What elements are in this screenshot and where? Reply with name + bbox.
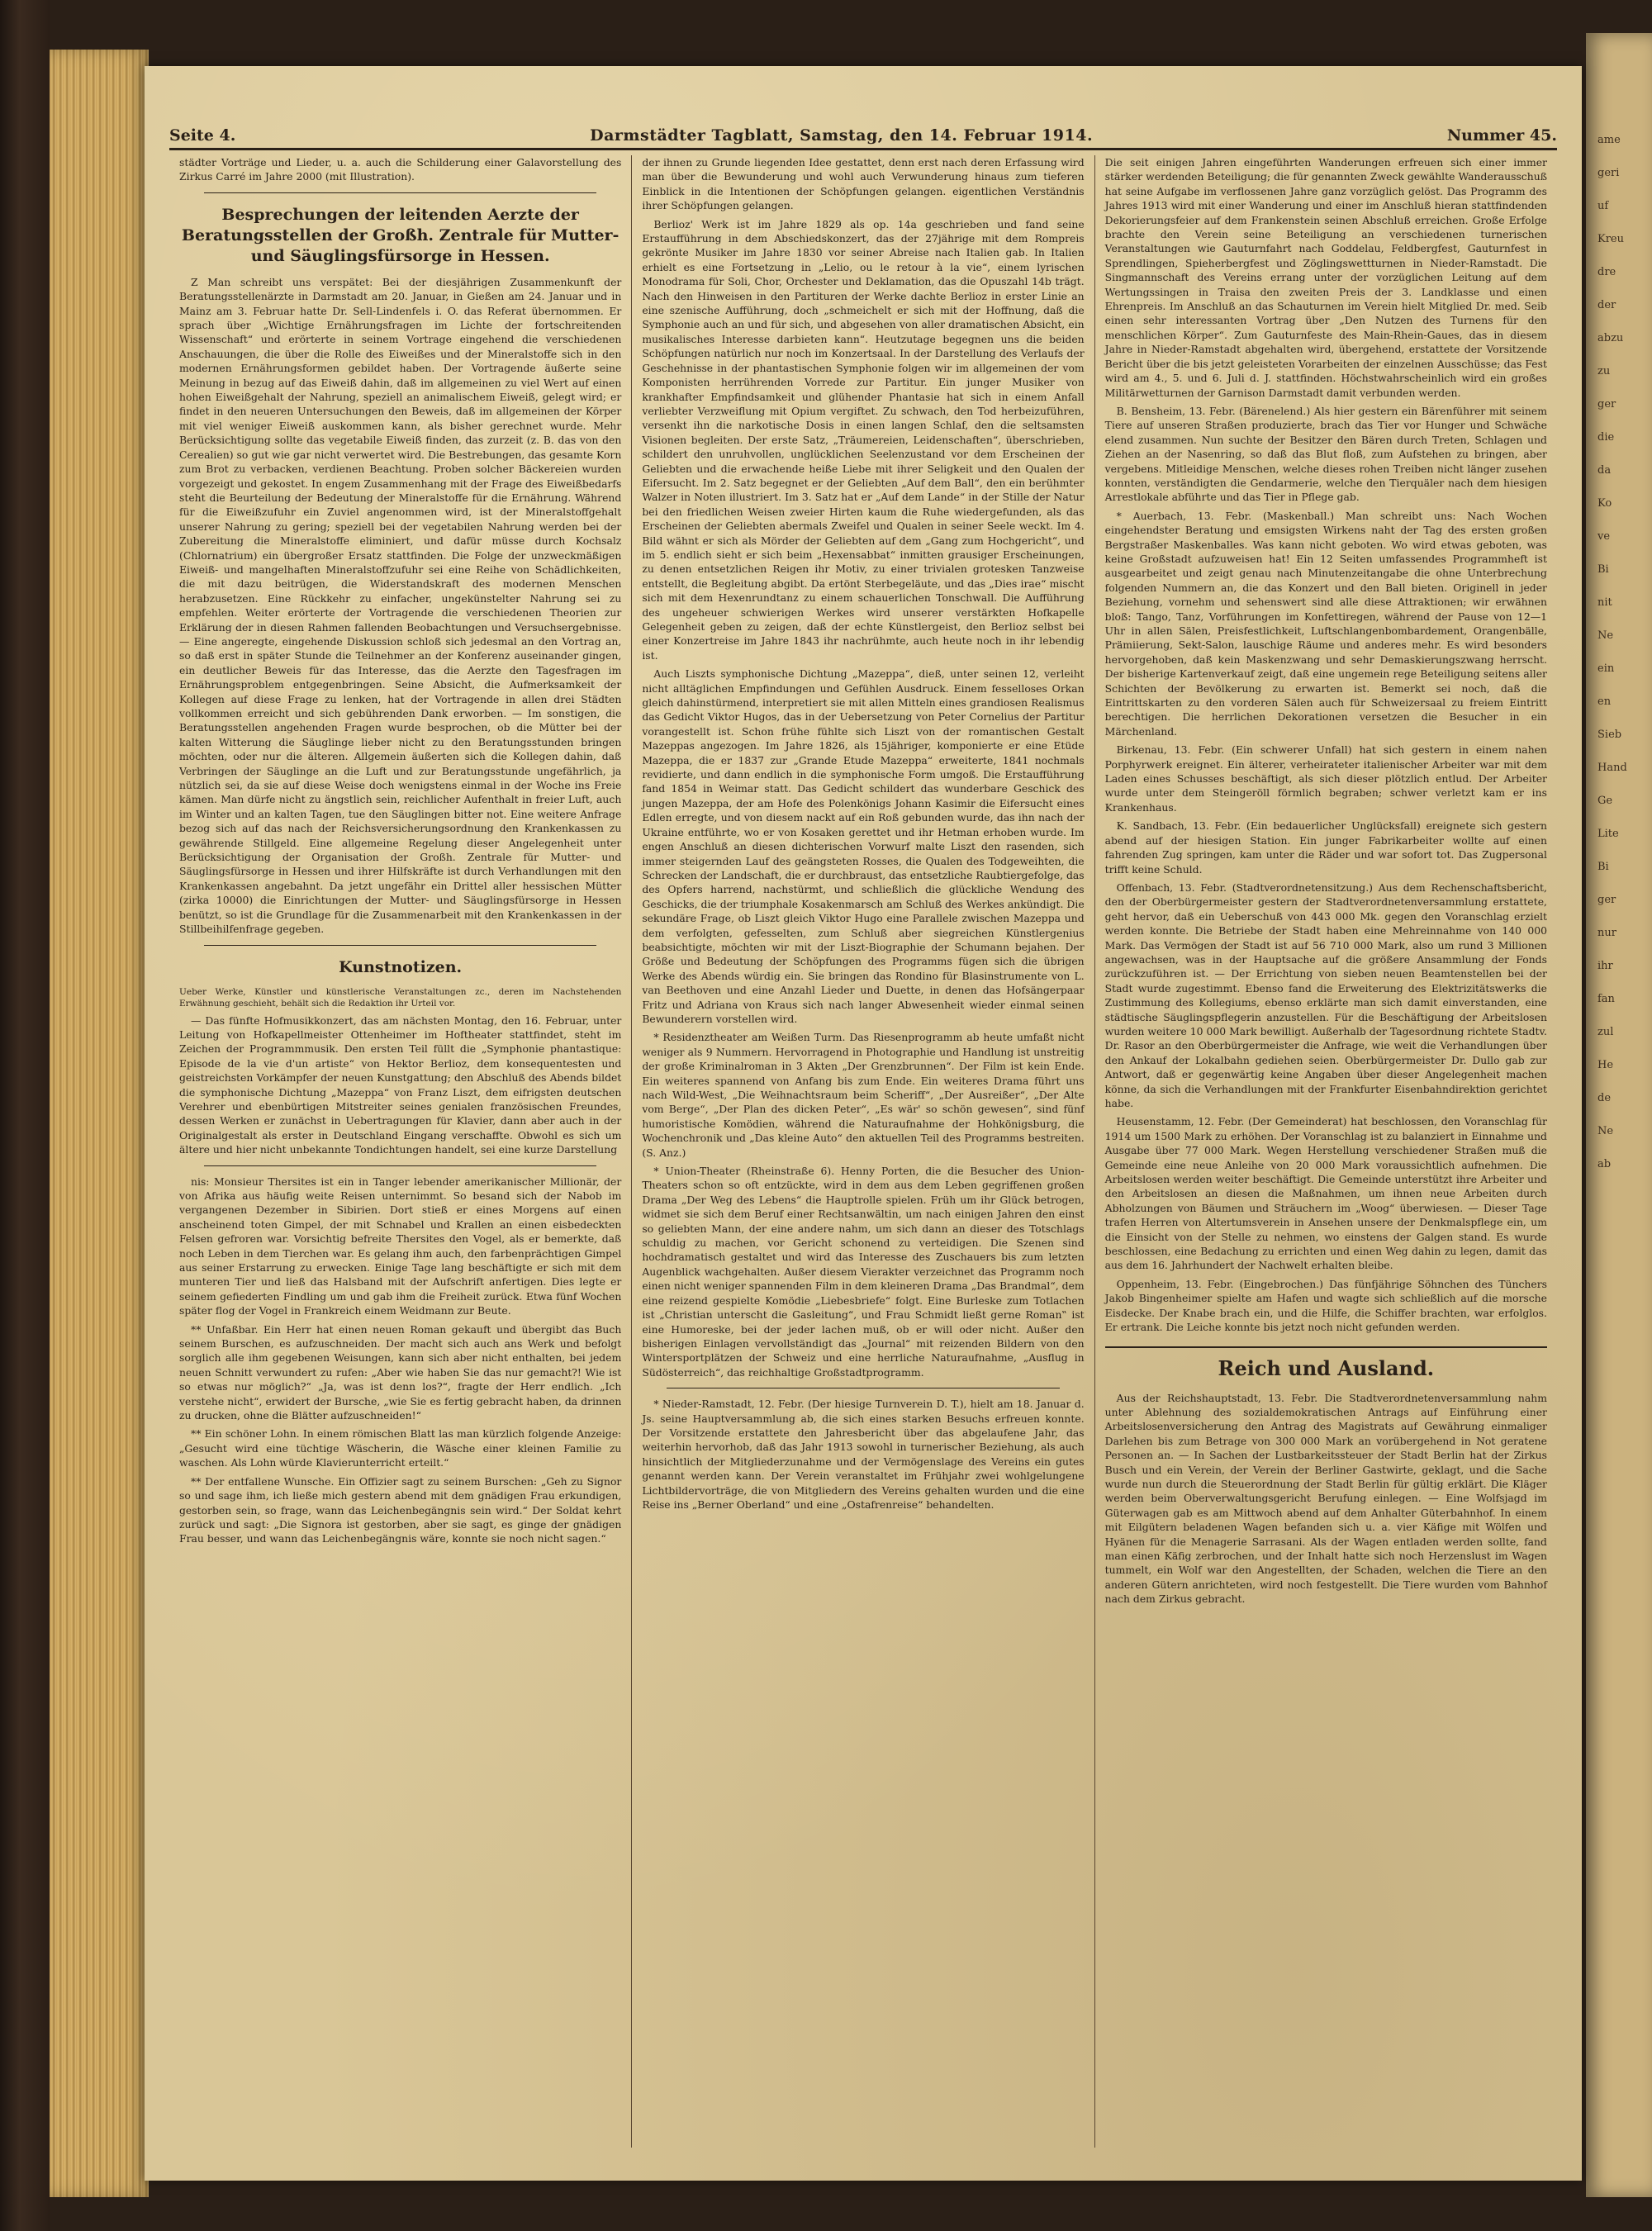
fragment-line: die: [1597, 431, 1615, 444]
article-paragraph: ** Ein schöner Lohn. In einem römischen Blatt las man kürzlich folgende Anzeige: „Gesucht wird eine tüchtige Wäscherin, die Wäsche einer kleinen Familie zu waschen. Als Lohn würde Klavierunterricht erteilt.“: [179, 1427, 622, 1469]
article-paragraph: Birkenau, 13. Febr. (Ein schwerer Unfall) hat sich gestern in einem nahen Porphyrwerk ereignet. Ein älterer, verheirateter italienischer Arbeiter war mit dem Laden eines Schusses beschäftigt, als sich dieser plötzlich entlud. Der Arbeiter wurde unter dem Steingeröll förmlich begraben; schwer verletzt kam er ins Krankenhaus.: [1104, 743, 1547, 814]
page-header: [169, 112, 1557, 150]
article-heading: Besprechungen der leitenden Aerzte der Beratungsstellen der Großh. Zentrale für Mutter- und Säuglingsfürsorge in Hessen.: [181, 205, 620, 265]
article-paragraph: * Residenztheater am Weißen Turm. Das Riesenprogramm ab heute umfaßt nicht weniger als 9 Nummern. Hervorragend in Photographie und Handlung ist unstreitig der große Kriminalroman in 3 Akten „Der Grenzbrunnen“. Der Film ist kein Ende. Ein weiteres spannend von Anfang bis zum Ende. Ein weiteres Drama führt uns nach Wild-West, „Die Weihnachtsraum beim Scheriff“, „Der Ausreißer“, „Der Alte vom Berge“, „Der Plan des dicken Peter“, „Es wär' so schön gewesen“, sind fünf humoristische Komödien, während die Naturaufnahme der Hohkönigsburg, die Wochenchronik und „Das kleine Auto“ den aktuellen Teil des Programms bestreiten. (S. Anz.): [642, 1031, 1085, 1159]
fragment-line: ger: [1597, 894, 1616, 906]
article-paragraph: Auch Liszts symphonische Dichtung „Mazeppa“, dieß, unter seinen 12, verleiht nicht alltäglichen Empfindungen und Gefühlen Ausdruck. Einem fesselloses Orkan gleich dahinstürmend, interpretiert sie mit allen Mitteln eines grandiosen Realismus das Gedicht Viktor Hugos, das in der Uebersetzung von Peter Cornelius der Partitur vorangestellt ist. Schon frühe fühlte sich Liszt von der romantischen Gestalt Mazeppas angezogen. Im Jahre 1826, als 15jähriger, komponierte er eine Etüde Mazeppa, die er 1837 zur „Grande Etude Mazeppa“ erweiterte, 1841 nochmals revidierte, und dann endlich in die symphonische Form umgoß. Die Erstaufführung fand 1854 in Weimar statt. Das Gedicht schildert das wunderbare Geschick des jungen Mazeppa, der am Hofe des Polenkönigs Johann Kasimir die Eifersucht eines Edlen erregte, und von diesem nackt auf ein Roß gebunden wurde, das ihn nach der Ukraine entführte, wo er von Kosaken gerettet und ihr Hetman erhoben wurde. Im engen Anschluß an diesen dichterischen Vorwurf malte Liszt den rasenden, sich immer steigernden Lauf des geängsteten Rosses, die Qualen des Todgeweihten, die Schrecken der Landschaft, die er durchbraust, das entsetzliche Raubtiergefolge, das des Opfers harrend, nachstürmt, und schließlich die glückliche Wendung des Geschicks, die der triumphale Kosakenmarsch am Schluß des Werkes ankündigt. Die sekundäre Frage, ob Liszt gleich Viktor Hugo eine Parallele zwischen Mazeppa und dem verfolgten, gefesselten, zum Schluß aber siegreichen Künstlergenius beabsichtigte, möchten wir mit der Liszt-Biographie der Schumann bejahen. Der Größe und Bedeutung der Schöpfungen des Programms fügen sich die übrigen Werke des Abends würdig ein. Sie bringen das Rondino für Blasinstrumente von L. van Beethoven und eine Anzahl Lieder und Duette, in denen das Hofsängerpaar Fritz und Adriana von Kraus sich nach langer Abwesenheit wieder einmal seinen Bewunderern vorstellen wird.: [642, 667, 1085, 1025]
section-heading: Kunstnotizen.: [339, 957, 463, 976]
editorial-note: Ueber Werke, Künstler und künstlerische Veranstaltungen zc., deren im Nachstehenden Erwähnung geschieht, behält sich die Redaktion ihr Urteil vor.: [179, 986, 622, 1009]
lead-text: städter Vorträge und Lieder, u. a. auch die Schilderung einer Galavorstellung des Zirkus Carré im Jahre 2000 (mit Illustration).: [179, 156, 622, 183]
column-2: [632, 155, 1094, 2148]
fragment-line: nur: [1597, 927, 1616, 939]
fragment-line: nit: [1597, 596, 1612, 609]
column-1: [169, 155, 632, 2148]
fragment-line: ein: [1597, 662, 1615, 675]
article-paragraph: Oppenheim, 13. Febr. (Eingebrochen.) Das fünfjährige Söhnchen des Tünchers Jakob Bingenheimer spielte am Hafen und wagte sich schließlich auf die morsche Eisdecke. Der Knabe brach ein, und die Hilfe, die Schiffer brachten, war erfolglos. Er ertrank. Die Leiche konnte bis jetzt noch nicht gefunden werden.: [1104, 1277, 1547, 1334]
divider: [204, 945, 596, 946]
issue-number: Nummer 45.: [1446, 126, 1557, 145]
fragment-line: Ge: [1597, 795, 1613, 807]
article-columns: [169, 155, 1557, 2148]
article-paragraph: ** Der entfallene Wunsche. Ein Offizier sagt zu seinem Burschen: „Geh zu Signor so und sage ihm, ich ließe mich gestern abend mit dem gnädigen Frau erkundigen, gestorben sein, so frage, wann das Leichenbegängnis sein wird.“ Der Soldat kehrt zurück und sagt: „Die Signora ist gestorben, aber sie sagt, es ginge der gnädigen Frau besser, und wann das Leichenbegängnis wäre, konnte sie noch nicht sagen.“: [179, 1474, 622, 1545]
fragment-line: ger: [1597, 398, 1616, 411]
article-paragraph: * Auerbach, 13. Febr. (Maskenball.) Man schreibt uns: Nach Wochen eingehendster Beratung und emsigsten Wirkens naht der Tag des ersten großen Bergstraßer Maskenballes. Was kann nicht geboten. Wo wird etwas geboten, was keine Großstadt aufzuweisen hat! Ein 12 Seiten umfassendes Programmheft ist ausgearbeitet und zeigt genau nach Minutenzeitangabe die ohne Unterbrechung folgenden Nummern an, die das Konzert und den Ball bieten. Originell in jeder Beziehung, vornehm und sehenswert sind alle diese Attraktionen; wir erwähnen bloß: Tango, Tanz, Vorführungen im Konfettiregen, während der Pause von 12—1 Uhr in allen Sälen, Preisfestlichkeit, Luftschlangenbombardement, Orangenbälle, Prämiierung, Sekt-Salon, lauschige Räume und anderes mehr. Es wird besonders hervorgehoben, daß kein Maskenzwang und sehr Demaskierungszwang herrscht. Der bisherige Kartenverkauf zeigt, daß eine ungemein rege Beteiligung seitens aller Schichten der Bevölkerung zu erwarten ist. Bemerkt sei noch, daß die Eintrittskarten zu den vorderen Sälen auch für Schweizersaal zu freiem Eintritt berechtigen. Die herrlichen Dekorationen versetzen die Besucher in ein Märchenland.: [1104, 509, 1547, 738]
article-paragraph: * Nieder-Ramstadt, 12. Febr. (Der hiesige Turnverein D. T.), hielt am 18. Januar d. Js. seine Hauptversammlung ab, die sich eines starken Besuchs erfreuen konnte. Der Vorsitzende erstattete den Jahresbericht über das abgelaufene Jahr, das weiterhin hervorhob, daß das Jahr 1913 sowohl in turnerischer Beziehung, als auch hinsichtlich der Mitgliederzunahme und der Vermögenslage des Vereins ein gutes genannt werden kann. Der Verein veranstaltet im Frühjahr zwei wohlgelungene Lichtbildervorträge, die von Mitgliedern des Vereins gehalten wurden und die eine Reise ins „Berner Oberland“ und eine „Ostafrenreise“ behandelten.: [642, 1398, 1085, 1511]
article-paragraph: Offenbach, 13. Febr. (Stadtverordnetensitzung.) Aus dem Rechenschaftsbericht, den der Oberbürgermeister gestern der Stadtverordnetenversammlung erstattete, geht hervor, daß ein Ueberschuß von 443 000 Mk. gegen den Voranschlag erzielt werden konnte. Die Betriebe der Stadt haben eine Mehreinnahme von 140 000 Mark. Das Vermögen der Stadt ist auf 56 710 000 Mark, also um rund 3 Millionen angewachsen, was in der Hauptsache auf die größere Ansammlung der Fonds zurückzuführen ist. — Der Errichtung von sieben neuen Beamtenstellen bei der Stadt wurde zugestimmt. Ebenso fand die Erweiterung des Elektrizitätswerks die Zustimmung des Kollegiums, ebenso erklärte man sich damit einverstanden, eine städtische Säuglingspflegerin anzustellen. Für die Beschäftigung der Arbeitslosen wurden weitere 10 000 Mark bewilligt. Außerhalb der Tagesordnung richtete Stadtv. Dr. Rasor an den Oberbürgermeister die Anfrage, wie weit die Verhandlungen über den Ankauf der Lokalbahn gediehen seien. Oberbürgermeister Dr. Dullo gab zur Antwort, daß er gegenwärtig keine Angaben über dieser Angelegenheit machen könne, da sich die Verhandlungen mit der Frankfurter Eisenbahndirektion gerichtet habe.: [1104, 881, 1547, 1109]
page-edges: [50, 50, 149, 2197]
fragment-line: Bi: [1597, 861, 1609, 873]
article-paragraph: Heusenstamm, 12. Febr. (Der Gemeinderat) hat beschlossen, den Voranschlag für 1914 um 1500 Mark zu erhöhen. Der Voranschlag ist zu balanziert in Einnahme und Ausgabe über 77 000 Mark. Wegen Herstellung verschiedener Straßen muß die Gemeinde eine neue Anleihe von 20 000 Mark voraussichtlich aufnehmen. Die Arbeitslosen werden weiter beschäftigt. Die Gemeinde unterstützt ihre Arbeiter und den Arbeitslosen an diesen die Maßnahmen, um ihnen neue Arbeiten durch Abholzungen von Bäumen und Sträuchern im „Woog“ überwiesen. — Dieser Tage trafen Herren von Altertumsverein in Ansehen unsere der Denkmalspflege ein, um die Einsicht von der Stelle zu nehmen, wo einstens der Galgen stand. Es wurde beschlossen, eine Bedachung zu errichten und einen Weg dahin zu legen, damit das aus dem 16. Jahrhundert der Nachwelt erhalten bleibe.: [1104, 1115, 1547, 1272]
newspaper-title-date: Darmstädter Tagblatt, Samstag, den 14. Februar 1914.: [590, 126, 1094, 145]
fragment-line: Ko: [1597, 497, 1612, 510]
fragment-line: dre: [1597, 266, 1616, 278]
fragment-line: Kreu: [1597, 233, 1624, 245]
fragment-line: Lite: [1597, 828, 1619, 840]
fragment-line: Hand: [1597, 762, 1627, 774]
fragment-line: Ne: [1597, 1125, 1614, 1137]
fragment-line: Bi: [1597, 563, 1609, 576]
fragment-line: Ne: [1597, 629, 1614, 642]
column-3: [1095, 155, 1557, 2148]
fragment-line: de: [1597, 1092, 1612, 1104]
fragment-line: geri: [1597, 167, 1620, 179]
article-paragraph: Die seit einigen Jahren eingeführten Wanderungen erfreuen sich einer immer stärker werdenden Beteiligung; die für genannten Zweck gewählte Wanderausschuß hat seine Aufgabe im verflossenen Jahre ganz vorzüglich gelöst. Das Programm des Jahres 1913 wird mit einer Wanderung und einer im Anschluß hieran stattfindenden Dekorierungsfeier auf dem Frankenstein seinen Abschluß erreichen. Große Erfolge brachte den Verein seine Beteiligung an verschiedenen turnerischen Veranstaltungen wie Gauturnfahrt nach Goddelau, Feldbergfest, Gauturnfest in Sprendlingen, Spieherbergfest und Zöglingswettturnen in Nieder-Ramstadt. Die Singmannschaft des Vereins errang unter der vorzüglichen Leitung auf dem Wertungssingen in Traisa den zweiten Preis der 3. Landklasse und einen Ehrenpreis. Im Anschluß an das Schauturnen im Verein hielt Mitglied Dr. med. Seib einen sehr interessanten Vortrag über „Den Nutzen des Turnens für den menschlichen Körper“. Zum Gauturnfeste des Main-Rhein-Gaues, das in diesem Jahre in Nieder-Ramstadt abgehalten wird, übergehend, erstattete der Vorsitzende Bericht über die bis jetzt geleisteten Vorarbeiten der einzelnen Ausschüsse; das Fest wird am 4., 5. und 6. Juli d. J. stattfinden. Höchstwahrscheinlich wird ein großes Militärwetturnen der Garnison Darmstadt damit verbunden werden.: [1104, 156, 1547, 399]
article-paragraph: — Das fünfte Hofmusikkonzert, das am nächsten Montag, den 16. Februar, unter Leitung von Hofkapellmeister Ottenheimer im Hoftheater stattfindet, steht im Zeichen der Programmmusik. Den ersten Teil füllt die „Symphonie phantastique: Episode de la vie d'un artiste“ von Hektor Berlioz, dem konsequentesten und geistreichsten Vorkämpfer der neuen Kunstgattung; den Abschluß des Abends bildet die symphonische Dichtung „Mazeppa“ von Franz Liszt, dem eifrigsten deutschen Verehrer und ebenbürtigen Mitstreiter seines genialen französischen Freundes, dessen Werken er zunächst in Uebertragungen für Klavier, dann aber auch in der Originalgestalt als erster in Deutschland Eingang verschaffte. Obwohl es sich um ältere und hier nicht unbekannte Tondichtungen handelt, sei eine kurze Darstellung: [179, 1013, 622, 1156]
fragment-line: zu: [1597, 365, 1611, 377]
newspaper-page: [145, 66, 1582, 2181]
fragment-line: da: [1597, 464, 1612, 477]
article-paragraph: Z Man schreibt uns verspätet: Bei der diesjährigen Zusammenkunft der Beratungsstellenärzte in Darmstadt am 20. Januar, in Gießen am 24. Januar und in Mainz am 3. Februar hatte Dr. Sell-Lindenfels i. O. das Referat übernommen. Er sprach über „Wichtige Ernährungsfragen im Lichte der fortschreitenden Wissenschaft“ und erörterte in seinem Vortrage eingehend die verschiedenen Anschauungen, die über die Rolle des Eiweißes und der Mineralstoffe sich in den modernen Ernährungsformen gebildet haben. Der Vortragende äußerte seine Meinung in bezug auf das Eiweiß dahin, daß im allgemeinen zu viel Wert auf einen hohen Eiweißgehalt der Nahrung, speziell an animalischem Eiweiß, gelegt wird; er findet in den neueren Untersuchungen den Beweis, daß im allgemeinen der Körper mit viel weniger Eiweiß auskommen kann, als bisher gerechnet wurde. Mehr Berücksichtigung sollte das vegetabile Eiweiß finden, das zurzeit (z. B. das von den Cerealien) so gut wie gar nicht verwertet wird. Die Bestrebungen, das gesamte Korn zum Brot zu verbacken, verdienen Beachtung. Proben solcher Bäckereien wurden vorgezeigt und gekostet. In engem Zusammenhang mit der Frage des Eiweißbedarfs steht die Beurteilung der Bedeutung der Mineralstoffe für die Ernährung. Während für die Eiweißzufuhr ein Zuviel angenommen wird, ist der Mineralstoffgehalt unserer Nahrung zu gering; speziell bei der vegetabilen Nahrung werden bei der Zubereitung die Mineralstoffe eliminiert, und dafür müsse durch Kochsalz (Chlornatrium) ein übergroßer Ersatz stattfinden. Die Folge der unzweckmäßigen Eiweiß- und mangelhaften Mineralstoffzufuhr sei eine Reihe von Schädlichkeiten, die mit dazu beitrügen, die Widerstandskraft des modernen Menschen herabzusetzen. Eine Rückkehr zu einfacher, ungekünstelter Nahrung sei zu empfehlen. Weiter erörterte der Vortragende die verschiedenen Theorien zur Erklärung der in diesen Rahmen fallenden Beobachtungen und Versuchsergebnisse. — Eine angeregte, eingehende Diskussion schloß sich jedesmal an den Vortrag an, so daß erst in später Stunde die Teilnehmer an der Konferenz auseinander gingen, ein deutlicher Beweis für das Interesse, das die Aerzte den Tagesfragen im Ernährungsproblem entgegenbringen. Seine Absicht, die Aufmerksamkeit der Kollegen auf diese Frage zu lenken, hat der Vortragende in allen drei Städten vollkommen erreicht und sich gebührenden Dank erworben. — Im sonstigen, die Beratungsstellen angehenden Fragen wurde besprochen, ob die Mütter bei der kalten Witterung die Säuglinge lieber nicht zu den Beratungsstunden bringen möchten, oder nur die älteren. Allgemein äußerten sich die Kollegen dahin, daß Verbringen der Säuglinge an die Luft und zur Beratungsstunde ungefährlich, ja nützlich sei, da sie auf diese Weise doch wenigstens einmal in der Woche ins Freie kämen. Man dürfe nicht zu ängstlich sein, reichlicher Aufenthalt in freier Luft, auch im Winter und an kalten Tagen, tue den Säuglingen bitter not. Eine weitere Anfrage bezog sich auf das nach der Reichsversicherungsordnung den Krankenkassen zu gewährende Stillgeld. Eine allgemeine Regelung dieser Angelegenheit unter Berücksichtigung der Organisation der Großh. Zentrale für Mutter- und Säuglingsfürsorge in Hessen und ihrer Hilfskräfte ist durch Verhandlungen mit den Krankenkassen angebahnt. Da jetzt ungefähr ein Drittel aller hessischen Mütter (zirka 10000) die Einrichtungen der Mutter- und Säuglingsfürsorge in Hessen benützt, so ist die Grundlage für die Zusammenarbeit mit den Krankenkassen in der Stillbeihilfenfrage gegeben.: [179, 275, 622, 936]
fragment-line: ame: [1597, 134, 1621, 146]
article-paragraph: B. Bensheim, 13. Febr. (Bärenelend.) Als hier gestern ein Bärenführer mit seinem Tiere auf unseren Straßen produzierte, brach das Tier vor Hunger und Schwäche elend zusammen. Nun suchte der Besitzer den Bären durch Treten, Schlagen und Ziehen an der Nasenring, so daß das Blut floß, zum Aufstehen zu bringen, aber vergebens. Mitleidige Menschen, welche dieses rohen Treiben nicht länger zusehen konnten, verständigten die Gendarmerie, welche den Tierquäler nach dem hiesigen Arrestlokale abführte und das Tier in Pflege gab.: [1104, 404, 1547, 504]
article-paragraph: Aus der Reichshauptstadt, 13. Febr. Die Stadtverordnetenversammlung nahm unter Ablehnung des sozialdemokratischen Antrags auf Einführung einer Arbeitslosenversicherung den Antrag des Magistrats auf Gewährung einmaliger Darlehen bis zum Betrage von 300 000 Mark an vorübergehend in Not geratene Personen an. — In Sachen der Lustbarkeitssteuer der Stadt Berlin hat der Zirkus Busch und ein Verein, der Verein der Berliner Gastwirte, geklagt, und die Sache wurde nun durch die Steuerordnung der Stadt Berlin für gültig erklärt. Die Kläger werden beim Oberverwaltungsgericht Berufung einlegen. — Eine Wolfsjagd im Güterwagen gab es am Mittwoch abend auf dem Anhalter Güterbahnhof. In einem mit Eilgütern beladenen Wagen befanden sich u. a. vier Käfige mit Wölfen und Hyänen für die Menagerie Sarrasani. Als der Wagen entladen werden sollte, fand man einen Käfig zerbrochen, und der Inhalt hatte sich noch Herzenslust im Wagen tummelt, ein Wolf war den Angestellten, der Schaden, welchen die Tiere an den anderen Gütern anrichteten, wird noch festgestellt. Die Tiere wurden vom Bahnhof nach dem Zirkus gebracht.: [1104, 1391, 1547, 1606]
article-paragraph: K. Sandbach, 13. Febr. (Ein bedauerlicher Unglücksfall) ereignete sich gestern abend auf der hiesigen Station. Ein junger Fabrikarbeiter wollte auf einen fahrenden Zug springen, kam unter die Räder und war sofort tot. Das Zugpersonal trifft keine Schuld.: [1104, 819, 1547, 876]
article-paragraph: * Union-Theater (Rheinstraße 6). Henny Porten, die die Besucher des Union-Theaters schon so oft entzückte, wird in dem aus dem Leben gegriffenen großen Drama „Der Weg des Lebens“ die Hauptrolle spielen. Früh um ihr Glück betrogen, widmet sie sich dem Beruf einer Rechtsanwältin, um nach einigen Jahren den einst so geliebten Mann, der eine andere nahm, um sich dann an dieser des Totschlags schuldig zu machen, vor Gericht schonend zu verteidigen. Die Szenen sind hochdramatisch gestaltet und wird das Interesse des Zuschauers bis zum letzten Augenblick wachgehalten. Außer diesem Vierakter verzeichnet das Programm noch einen nicht weniger spannenden Film in dem kleineren Drama „Das Brandmal“, dem eine reizend gespielte Komödie „Liebesbriefe“ folgt. Eine Burleske zum Totlachen ist „Christian unterscht die Gasleitung“, und Frau Schmidt ließt gerne Roman‟ ist eine Humoreske, bei der jeder lachen muß, ob er will oder nicht. Außer den bisherigen Einlagen vervollständigt das „Journal“ mit reizenden Bildern von den Wintersportplätzen der Schweiz und eine herrliche Naturaufnahme, „Ausflug in Südösterreich“, das reichhaltige Großstadtprogramm.: [642, 1165, 1085, 1379]
fragment-line: ab: [1597, 1158, 1612, 1170]
fragment-line: uf: [1597, 200, 1609, 212]
fragment-line: abzu: [1597, 332, 1624, 344]
fragment-line: zul: [1597, 1026, 1614, 1038]
article-paragraph: ** Unfaßbar. Ein Herr hat einen neuen Roman gekauft und übergibt das Buch seinem Burschen, es aufzuschneiden. Der macht sich auch ans Werk und befolgt sorglich alle ihm gegebenen Weisungen, kann sich aber nicht enthalten, bei jedem neuen Schnitt verwundert zu rufen: „Aber wie haben Sie das nur gemacht?! Wie ist so etwas nur möglich?“ „Ja, was ist denn los?“, fragte der Herr endlich. „Ich verstehe nicht“, erwidert der Bursche, „wie Sie es fertig gebracht haben, da drinnen zu drucken, ohne die Blätter aufzuschneiden!“: [179, 1322, 622, 1422]
article-paragraph: der ihnen zu Grunde liegenden Idee gestattet, denn erst nach deren Erfassung wird man über die Bewunderung und wohl auch Verwunderung hinaus zum tieferen Einblick in die Intentionen der Schöpfungen gelangen. eigentlichen Verständnis ihrer Schöpfungen gelangen.: [642, 156, 1085, 212]
fragment-line: He: [1597, 1059, 1614, 1071]
book-spine: [0, 0, 50, 2231]
adjacent-page-fragment: [1586, 33, 1652, 2197]
section-heading: Reich und Ausland.: [1105, 1346, 1547, 1381]
fragment-line: ve: [1597, 530, 1611, 543]
fragment-line: der: [1597, 299, 1616, 311]
fragment-line: fan: [1597, 993, 1615, 1005]
divider: [204, 192, 596, 193]
article-paragraph: Berlioz' Werk ist im Jahre 1829 als op. 14a geschrieben und fand seine Erstaufführung in dem Abschiedskonzert, das der 27jährige mit dem Rompreis gekrönte Musiker im Jahre 1830 vor seiner Abreise nach Italien gab. In Italien erhielt es eine Fortsetzung in „Lelio, ou le retour à la vie“, einem lyrischen Monodrama für Soli, Chor, Orchester und Deklamation, das die Opuszahl 14b trägt. Nach den Hinweisen in den Partituren der Werke dachte Berlioz in erster Linie an eine szenische Aufführung, doch „schmeichelt er sich mit der Hoffnung, daß die Symphonie auch an und für sich, und abgesehen von aller dramatischen Absicht, ein musikalisches Interesse darbieten kann“. Heutzutage begegnen uns die beiden Schöpfungen natürlich nur noch im Konzertsaal. In der Darstellung des Verlaufs der Geschehnisse in der phantastischen Symphonie folgen wir im allgemeinen der vom Komponisten herrührenden Vorrede zur Partitur. Ein junger Musiker von krankhafter Empfindsamkeit und glühender Phantasie hat sich in einem Anfall verliebter Verzweiflung mit Opium vergiftet. Zu schwach, den Tod herbeizuführen, versenkt ihn die narkotische Dosis in einen langen Schlaf, den die seltsamsten Visionen begleiten. Der erste Satz, „Träumereien, Leidenschaften“, überschrieben, schildert den unruhvollen, unglücklichen Seelenzustand vor dem Erscheinen der Geliebten und die erwachende heiße Liebe mit ihrer Seligkeit und den Qualen der Eifersucht. Im 2. Satz begegnet er der Geliebten „Auf dem Ball“, den ein berühmter Walzer in Noten illustriert. Im 3. Satz hat er „Auf dem Lande“ in der Stille der Natur bei den friedlichen Weisen zweier Hirten kaum die Ruhe wiedergefunden, als das Erscheinen der Geliebten abermals Zweifel und Qualen in seiner Seele weckt. Im 4. Bild wähnt er sich als Mörder der Geliebten auf dem „Gang zum Hochgericht“, und im 5. endlich sieht er sich beim „Hexensabbat“ inmitten grausiger Erscheinungen, zu denen entsetzlichen Reigen ihr Motiv, zu einer trivialen grotesken Tanzweise entstellt, die Begleitung abgibt. Da ertönt Sterbegeläute, und das „Dies irae“ mischt sich mit dem Hexenrundtanz zu einem schauerlichen Tonschwall. Die Aufführung des ungeheuer schwierigen Werkes wird unserer verstärkten Hofkapelle Gelegenheit geben zu zeigen, daß der echte Künstlergeist, den Berlioz selbst bei einer Konzertreise im Jahre 1843 ihr nachrühmte, auch heute noch in ihr lebendig ist.: [642, 217, 1085, 662]
fragment-line: ihr: [1597, 960, 1613, 972]
article-paragraph: nis: Monsieur Thersites ist ein in Tanger lebender amerikanischer Millionär, der von Afrika aus häufig weite Reisen unternimmt. So besand sich der Nabob im vergangenen Dezember in Sibirien. Dort stieß er eines Morgens auf einen anscheinend toten Gimpel, der mit Schnabel und Krallen an einen eisbedeckten Felsen gefroren war. Vorsichtig befreite Thersites den Vogel, als er bemerkte, daß noch Leben in dem Tierchen war. Es gelang ihm auch, den farbenprächtigen Gimpel aus seiner Erstarrung zu erwecken. Einige Tage lang beschäftigte er sich mit dem munteren Tier und ließ das Halsband mit der Aufschrift anfertigen. Dies legte er seinem gefiederten Findling um und gab ihm die Freiheit zurück. Etwa fünf Wochen später flog der Vogel in Frankreich einem Weidmann zur Beute.: [179, 1175, 622, 1317]
divider: [204, 1165, 596, 1166]
page-number: Seite 4.: [169, 126, 236, 145]
fragment-line: en: [1597, 695, 1612, 708]
fragment-line: Sieb: [1597, 729, 1622, 741]
